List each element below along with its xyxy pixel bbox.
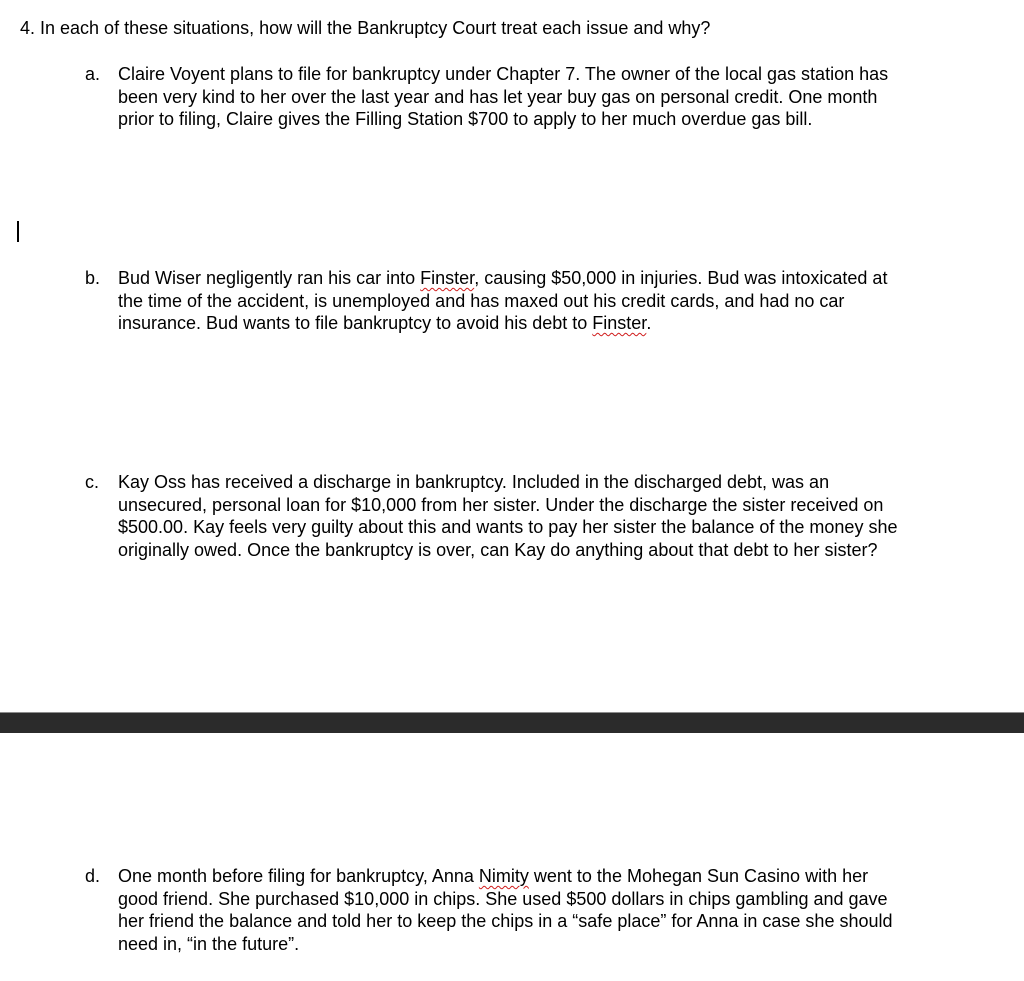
text-segment: insurance. Bud wants to file bankruptcy to avoid his debt to	[118, 313, 593, 333]
question-heading: 4. In each of these situations, how will the Bankruptcy Court treat each issue and why?	[20, 18, 711, 38]
item-text	[118, 63, 1008, 131]
text-line: $500.00. Kay feels very guilty about this and wants to pay her sister the balance of the money she	[118, 517, 898, 537]
item-text	[118, 865, 1008, 955]
text-line: need in, “in the future”.	[118, 933, 300, 954]
text-line: the time of the accident, is unemployed and has maxed out his credit cards, and had no car	[118, 290, 845, 311]
text-segment: , causing $50,000 in injuries. Bud was intoxicated at	[474, 268, 888, 288]
text-line: Kay Oss has received a discharge in bankruptcy. Included in the discharged debt, was an	[118, 472, 830, 492]
item-text	[118, 471, 1008, 561]
misspelled-word[interactable]: Finster	[420, 268, 475, 288]
text-line: her friend the balance and told her to keep the chips in a “safe place” for Anna in case she should	[118, 911, 893, 931]
item-text	[118, 267, 1008, 335]
text-segment: went to the Mohegan Sun Casino with her	[528, 866, 869, 886]
text-line: good friend. She purchased $10,000 in chips. She used $500 dollars in chips gambling and gave	[118, 888, 888, 909]
text-line	[118, 267, 1008, 290]
item-letter: c.	[85, 472, 100, 492]
text-line	[118, 312, 1008, 335]
text-line	[118, 865, 1008, 888]
text-line: originally owed. Once the bankruptcy is over, can Kay do anything about that debt to her sister?	[118, 539, 878, 560]
page-break-divider	[0, 712, 1024, 733]
text-segment: Bud Wiser negligently ran his car into	[118, 268, 421, 288]
misspelled-word[interactable]: Nimity	[478, 866, 529, 886]
item-letter: b.	[85, 268, 101, 288]
text-cursor	[17, 221, 19, 242]
text-line: prior to filing, Claire gives the Filling Station $700 to apply to her much overdue gas bill.	[118, 109, 813, 129]
misspelled-word[interactable]: Finster	[592, 313, 647, 333]
text-line: Claire Voyent plans to file for bankruptcy under Chapter 7. The owner of the local gas station has	[118, 64, 889, 84]
text-segment: One month before filing for bankruptcy, Anna	[118, 866, 479, 886]
text-line: been very kind to her over the last year and has let year buy gas on personal credit. One month	[118, 86, 878, 107]
item-letter: d.	[85, 866, 101, 886]
text-line: unsecured, personal loan for $10,000 from her sister. Under the discharge the sister received on	[118, 494, 884, 515]
item-letter: a.	[85, 64, 101, 84]
text-segment: .	[646, 313, 652, 333]
